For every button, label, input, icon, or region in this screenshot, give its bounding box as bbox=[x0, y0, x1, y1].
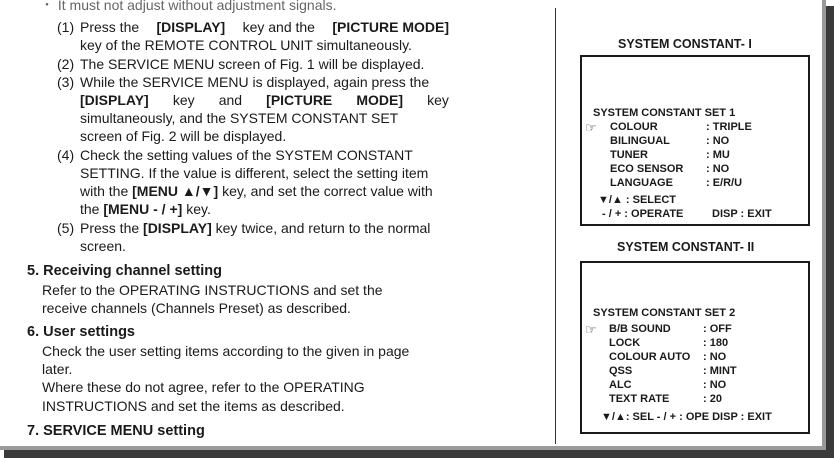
panel-2-item-value: : NO bbox=[703, 351, 727, 363]
step-1-line-2: key of the REMOTE CONTROL UNIT simultaneously. bbox=[80, 37, 412, 53]
panel-2-item-key: B/B SOUND bbox=[609, 323, 671, 335]
step-3-line-3: simultaneously, and the SYSTEM CONSTANT SET bbox=[80, 110, 399, 126]
step-5-number: (5) bbox=[57, 220, 75, 236]
section-6-line-4: INSTRUCTIONS and set the items as described. bbox=[42, 398, 345, 414]
panel-2-item-key: COLOUR AUTO bbox=[609, 351, 691, 363]
panel-2-item-value: : 180 bbox=[703, 337, 729, 349]
section-6-line-3: Where these do not agree, refer to the OPERATING bbox=[42, 379, 365, 395]
panel-2-title: SYSTEM CONSTANT- II bbox=[617, 240, 755, 254]
page-shadow-right bbox=[826, 6, 834, 458]
panel-2-item-value: : 20 bbox=[703, 393, 722, 405]
panel-2-item-key: TEXT RATE bbox=[609, 393, 670, 405]
panel-2-item-value: : MINT bbox=[703, 365, 737, 377]
step-3-line-1: While the SERVICE MENU is displayed, again press the bbox=[80, 74, 430, 90]
panel-1-item-value: : MU bbox=[706, 149, 730, 161]
step-3-number: (3) bbox=[57, 74, 75, 90]
panel-1-set-label: SYSTEM CONSTANT SET 1 bbox=[593, 107, 736, 119]
step-4-number: (4) bbox=[57, 147, 75, 163]
step-2-number: (2) bbox=[57, 56, 75, 72]
panel-1-title: SYSTEM CONSTANT- I bbox=[618, 37, 752, 51]
panel-1-item-value: : E/R/U bbox=[706, 177, 743, 189]
section-5-heading: 5. Receiving channel setting bbox=[27, 263, 222, 279]
system-constant-1-screen bbox=[580, 55, 810, 226]
section-6-line-1: Check the user setting items according to the given in page bbox=[42, 343, 410, 359]
panel-1-help-select: ▼/▲ : SELECT bbox=[598, 194, 676, 206]
panel-2-item-key: LOCK bbox=[609, 337, 641, 349]
panel-2-item-key: ALC bbox=[609, 379, 632, 391]
step-4-line-3: with the [MENU ▲/▼] key, and set the correct value with bbox=[80, 183, 433, 199]
section-5-line-2: receive channels (Channels Preset) as described. bbox=[42, 300, 351, 316]
panel-1-item-key: LANGUAGE bbox=[610, 177, 673, 189]
step-2-line-1: The SERVICE MENU screen of Fig. 1 will be displayed. bbox=[80, 56, 425, 72]
step-3-line-2: [DISPLAY] key and [PICTURE MODE] key bbox=[80, 92, 449, 108]
panel-2-help: ▼/▲: SEL - / + : OPE DISP : EXIT bbox=[601, 411, 772, 423]
pointing-hand-icon: ☞ bbox=[585, 120, 597, 135]
system-constant-2-screen bbox=[580, 261, 810, 434]
step-3-line-4: screen of Fig. 2 will be displayed. bbox=[80, 128, 287, 144]
page-shadow-bottom bbox=[4, 450, 834, 458]
intro-note: ・ It must not adjust without adjustment signals. bbox=[40, 0, 337, 13]
pointing-hand-icon: ☞ bbox=[585, 322, 597, 337]
column-divider bbox=[555, 8, 556, 444]
panel-1-help-operate: - / + : OPERATE bbox=[602, 208, 684, 220]
step-5-line-1: Press the [DISPLAY] key twice, and return to the normal bbox=[80, 220, 431, 236]
panel-1-item-value: : NO bbox=[706, 135, 730, 147]
panel-2-set-label: SYSTEM CONSTANT SET 2 bbox=[593, 307, 736, 319]
section-7-heading: 7. SERVICE MENU setting bbox=[27, 423, 205, 439]
section-5-line-1: Refer to the OPERATING INSTRUCTIONS and set the bbox=[42, 282, 383, 298]
panel-1-help-exit: DISP : EXIT bbox=[712, 208, 772, 220]
panel-1-item-key: ECO SENSOR bbox=[610, 163, 684, 175]
step-1-number: (1) bbox=[57, 19, 75, 35]
panel-2-item-value: : OFF bbox=[703, 323, 732, 335]
step-5-line-2: screen. bbox=[80, 238, 126, 254]
panel-1-item-key: TUNER bbox=[610, 149, 648, 161]
step-1-line-1: Press the [DISPLAY] key and the [PICTURE MODE] bbox=[80, 19, 449, 35]
step-4-line-4: the [MENU - / +] key. bbox=[80, 201, 211, 217]
panel-2-item-key: QSS bbox=[609, 365, 633, 377]
section-6-line-2: later. bbox=[42, 361, 73, 377]
panel-1-item-key: BILINGUAL bbox=[610, 135, 670, 147]
panel-1-item-value: : TRIPLE bbox=[706, 121, 752, 133]
panel-2-item-value: : NO bbox=[703, 379, 727, 391]
panel-1-item-key: COLOUR bbox=[610, 121, 658, 133]
section-6-heading: 6. User settings bbox=[27, 324, 135, 340]
panel-1-item-value: : NO bbox=[706, 163, 730, 175]
step-4-line-2: SETTING. If the value is different, select the setting item bbox=[80, 165, 429, 181]
step-4-line-1: Check the setting values of the SYSTEM CONSTANT bbox=[80, 147, 413, 163]
